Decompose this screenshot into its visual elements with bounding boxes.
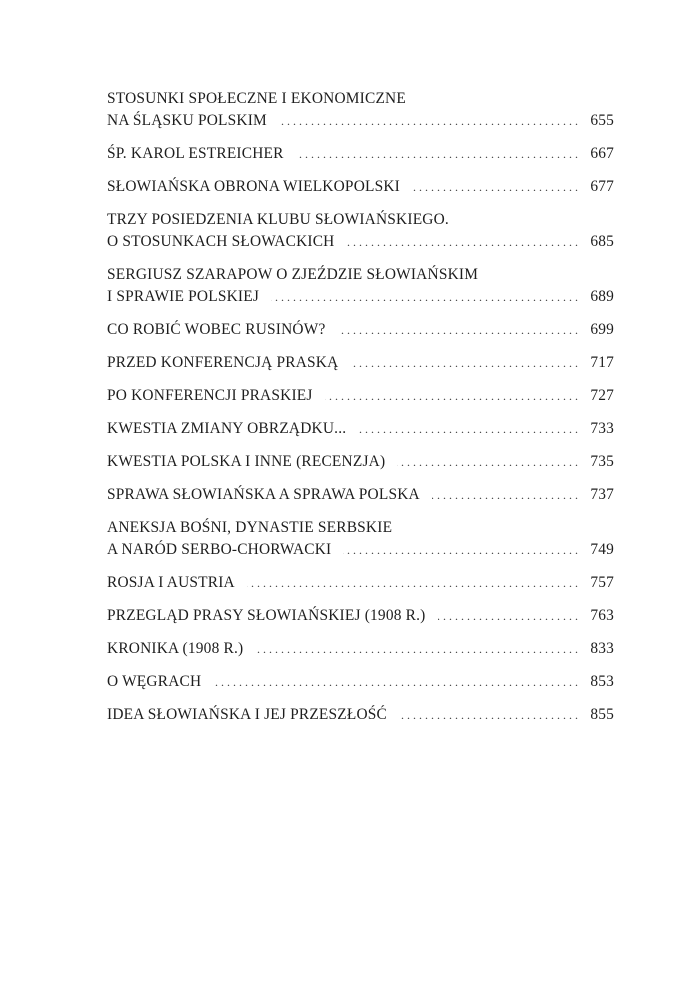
toc-entry-line <box>107 286 614 308</box>
dot-leader <box>271 286 578 308</box>
toc-page-number: 853 <box>590 673 614 690</box>
toc-entry[interactable] <box>107 319 614 341</box>
toc-page-number: 855 <box>590 706 614 723</box>
toc-page-number: 749 <box>590 541 614 558</box>
toc-entry-title: PO KONFERENCJI PRASKIEJ <box>107 387 313 404</box>
dot-leader <box>350 352 578 374</box>
dot-leader <box>358 418 578 440</box>
toc-entry-line <box>107 572 614 594</box>
toc-entry[interactable] <box>107 209 614 253</box>
toc-page-number: 757 <box>590 574 614 591</box>
toc-entry-line <box>107 638 614 660</box>
toc-entry-line <box>107 176 614 198</box>
toc-entry-line <box>107 539 614 561</box>
dot-leader <box>338 319 578 341</box>
dot-leader <box>247 572 578 594</box>
toc-entry-title: SERGIUSZ SZARAPOW O ZJEŹDZIE SŁOWIAŃSKIM <box>107 266 479 283</box>
toc-entry-title: CO ROBIĆ WOBEC RUSINÓW? <box>107 321 326 338</box>
toc-entry[interactable] <box>107 385 614 407</box>
toc-entry[interactable] <box>107 418 614 440</box>
dot-leader <box>296 143 578 165</box>
toc-entry-title: O STOSUNKACH SŁOWACKICH <box>107 233 335 250</box>
toc-entry-line <box>107 264 614 286</box>
toc-entry[interactable] <box>107 572 614 594</box>
toc-page-number: 733 <box>590 420 614 437</box>
toc-entry-line <box>107 88 614 110</box>
toc-entry-line <box>107 143 614 165</box>
toc-page-number: 667 <box>590 145 614 162</box>
toc-entry-title: PRZEGLĄD PRASY SŁOWIAŃSKIEJ (1908 R.) <box>107 607 426 624</box>
toc-entry[interactable] <box>107 143 614 165</box>
toc-entry[interactable] <box>107 517 614 561</box>
toc-entry[interactable] <box>107 176 614 198</box>
toc-entry[interactable] <box>107 605 614 627</box>
toc-page-number: 737 <box>590 486 614 503</box>
toc-entry-title: O WĘGRACH <box>107 673 202 690</box>
dot-leader <box>432 484 578 506</box>
dot-leader <box>397 451 578 473</box>
toc-entry[interactable] <box>107 484 614 506</box>
toc-entry-title: NA ŚLĄSKU POLSKIM <box>107 112 267 129</box>
toc-entry[interactable] <box>107 451 614 473</box>
table-of-contents <box>107 88 614 737</box>
toc-entry-title: STOSUNKI SPOŁECZNE I EKONOMICZNE <box>107 90 406 107</box>
dot-leader <box>399 704 578 726</box>
toc-entry-title: I SPRAWIE POLSKIEJ <box>107 288 260 305</box>
toc-entry[interactable] <box>107 638 614 660</box>
toc-entry-title: TRZY POSIEDZENIA KLUBU SŁOWIAŃSKIEGO. <box>107 211 449 228</box>
toc-entry-line <box>107 605 614 627</box>
toc-page-number: 655 <box>590 112 614 129</box>
toc-entry[interactable] <box>107 704 614 726</box>
toc-entry-title: IDEA SŁOWIAŃSKA I JEJ PRZESZŁOŚĆ <box>107 706 388 723</box>
toc-entry-line <box>107 704 614 726</box>
dot-leader <box>347 231 579 253</box>
toc-entry-line <box>107 385 614 407</box>
dot-leader <box>343 539 578 561</box>
dot-leader <box>255 638 578 660</box>
toc-page-number: 727 <box>590 387 614 404</box>
toc-entry-title: PRZED KONFERENCJĄ PRASKĄ <box>107 354 339 371</box>
toc-entry[interactable] <box>107 264 614 308</box>
toc-page-number: 735 <box>590 453 614 470</box>
toc-entry-title: SPRAWA SŁOWIAŃSKA A SPRAWA POLSKA <box>107 486 420 503</box>
dot-leader <box>438 605 579 627</box>
toc-entry-title: ŚP. KAROL ESTREICHER <box>107 145 284 162</box>
toc-page-number: 685 <box>590 233 614 250</box>
dot-leader <box>213 671 578 693</box>
dot-leader <box>412 176 578 198</box>
toc-entry-title: SŁOWIAŃSKA OBRONA WIELKOPOLSKI <box>107 178 401 195</box>
toc-entry-line <box>107 451 614 473</box>
toc-page-number: 699 <box>590 321 614 338</box>
toc-entry[interactable] <box>107 671 614 693</box>
toc-entry-title: KWESTIA ZMIANY OBRZĄDKU... <box>107 420 347 437</box>
toc-entry-line <box>107 319 614 341</box>
toc-entry-line <box>107 517 614 539</box>
toc-entry-title: KWESTIA POLSKA I INNE (RECENZJA) <box>107 453 386 470</box>
toc-entry-title: ROSJA I AUSTRIA <box>107 574 235 591</box>
dot-leader <box>279 110 578 132</box>
toc-entry-title: KRONIKA (1908 R.) <box>107 640 244 657</box>
toc-entry[interactable] <box>107 352 614 374</box>
toc-entry-line <box>107 110 614 132</box>
toc-entry-title: A NARÓD SERBO-CHORWACKI <box>107 541 332 558</box>
toc-entry-line <box>107 352 614 374</box>
toc-entry-line <box>107 231 614 253</box>
toc-page-number: 677 <box>590 178 614 195</box>
toc-entry[interactable] <box>107 88 614 132</box>
dot-leader <box>325 385 578 407</box>
toc-page-number: 763 <box>590 607 614 624</box>
toc-page-number: 689 <box>590 288 614 305</box>
toc-entry-line <box>107 671 614 693</box>
toc-entry-title: ANEKSJA BOŚNI, DYNASTIE SERBSKIE <box>107 519 393 536</box>
toc-page-number: 833 <box>590 640 614 657</box>
toc-page-number: 717 <box>590 354 614 371</box>
toc-entry-line <box>107 418 614 440</box>
toc-entry-line <box>107 209 614 231</box>
toc-entry-line <box>107 484 614 506</box>
